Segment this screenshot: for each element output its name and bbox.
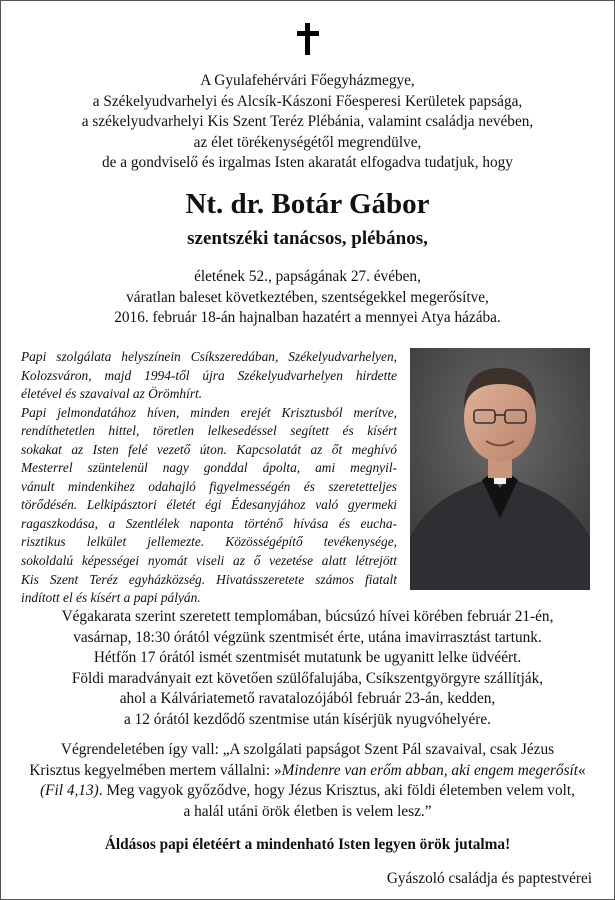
bio-line: risztikus lelkület jellemezte. Közösségépítő tevékenysége, [21, 534, 397, 550]
intro-line: a Székelyudvarhelyi és Alcsík-Kászoni Főesperesi Kerületek papsága, [92, 92, 523, 110]
will-text: Krisztus kegyelmében mertem vállalni: » [29, 761, 282, 779]
intro-line: a székelyudvarhelyi Kis Szent Teréz Plébánia, valamint családja nevében, [81, 113, 534, 130]
age-block [21, 267, 594, 329]
will-text: . Meg vagyok győződve, hogy Jézus Krisztus, aki földi életemben velem volt, [98, 782, 575, 799]
bio-line: rendíthetetlen hittel, töretlen lelkesedéssel segített és kísért [21, 423, 397, 439]
funeral-line: Földi maradványait ezt követően szülőfalujába, Csíkszentgyörgyre szállítják, [71, 669, 544, 687]
intro-block [21, 71, 594, 174]
portrait-photo [410, 348, 590, 590]
bio-line: életével és szavaival az Örömhírt. [21, 386, 203, 402]
deceased-title: szentszéki tanácsos, plébános, [187, 228, 428, 249]
scripture-reference: (Fil 4,13) [40, 782, 99, 799]
bio-line: Papi szolgálata helyszínein Csíkszeredában, Székelyudvarhelyen, [21, 349, 397, 364]
age-line: életének 52., papságának 27. évében, [194, 268, 421, 285]
deceased-name: Nt. dr. Botár Gábor [185, 188, 430, 220]
will-line [23, 781, 592, 802]
mourners-signature: Gyászoló családja és paptestvérei [386, 870, 592, 887]
will-line [23, 761, 592, 782]
bio-line: sokakat az Isten felé vezető úton. Kapcsolatát az őt meghívó [21, 441, 397, 457]
blessing: Áldásos papi életéért a mindenható Isten legyen örök jutalma! [104, 836, 511, 853]
biography [21, 348, 397, 608]
age-line: váratlan baleset következtében, szentségekkel megerősítve, [126, 288, 489, 306]
intro-line: az élet törékenységétől megrendülve, [193, 133, 422, 151]
bio-line: Kis Szent Teréz egyházközség. Hivatásszeretete számos fiatalt [21, 571, 397, 587]
bio-line: ragaszkodása, a Szentlélek naponta történő hívása és eucha- [21, 515, 397, 531]
scripture-quote: Mindenre van erőm abban, aki engem megerősít [281, 761, 579, 779]
will-text: « [578, 761, 586, 779]
bio-line: Papi jelmondatához híven, minden erejét Krisztusból merítve, [21, 404, 397, 420]
bio-line: vánult mindenkihez odahajló figyelmességén és szeretetteljes [21, 478, 397, 494]
will-line: a halál utáni örök életben is velem lesz.” [183, 802, 432, 820]
bio-line: Kolozsváron, majd 1994-től újra Székelyudvarhelyen hirdette [21, 367, 397, 383]
funeral-line: a 12 órától kezdődő szentmise után kísérjük nyugvóhelyére. [123, 710, 492, 728]
funeral-line: ahol a Kálváriatemető ravatalozójából február 23-án, kedden, [119, 690, 496, 707]
bio-line: törődésén. Lelkipásztori életét égi Édesanyjához való gyermeki [21, 497, 397, 513]
will-line: Végrendeletében így vall: „A szolgálati papságot Szent Pál szavaival, csak Jézus [60, 741, 555, 758]
cross-icon [297, 23, 319, 55]
funeral-line: Hétfőn 17 órától ismét szentmisét mutatunk be ugyanitt lelke üdvéért. [93, 649, 522, 666]
funeral-line: vasárnap, 18:30 órától végzünk szentmisét érte, utána imavirrasztást tartunk. [73, 628, 542, 646]
bio-line: indított el és kísért a papi pályán. [21, 590, 201, 606]
bio-line: Mesterrel szüntelenül nagy gonddal ápolta, ami megnyil- [21, 460, 397, 476]
bio-line: sokoldalú képességei nyomát viseli az ő vezetése alatt létrejött [21, 553, 397, 569]
funeral-info [11, 607, 604, 730]
age-line: 2016. február 18-án hajnalban hazatért a mennyei Atya házába. [114, 309, 501, 326]
testament-quote [23, 740, 592, 822]
funeral-line: Végakarata szerint szeretett templomában, búcsúzó hívei körében február 21-én, [61, 608, 554, 625]
intro-line: de a gondviselő és irgalmas Isten akaratát elfogadva tudatjuk, hogy [102, 154, 513, 171]
intro-line: A Gyulafehérvári Főegyházmegye, [200, 72, 415, 89]
